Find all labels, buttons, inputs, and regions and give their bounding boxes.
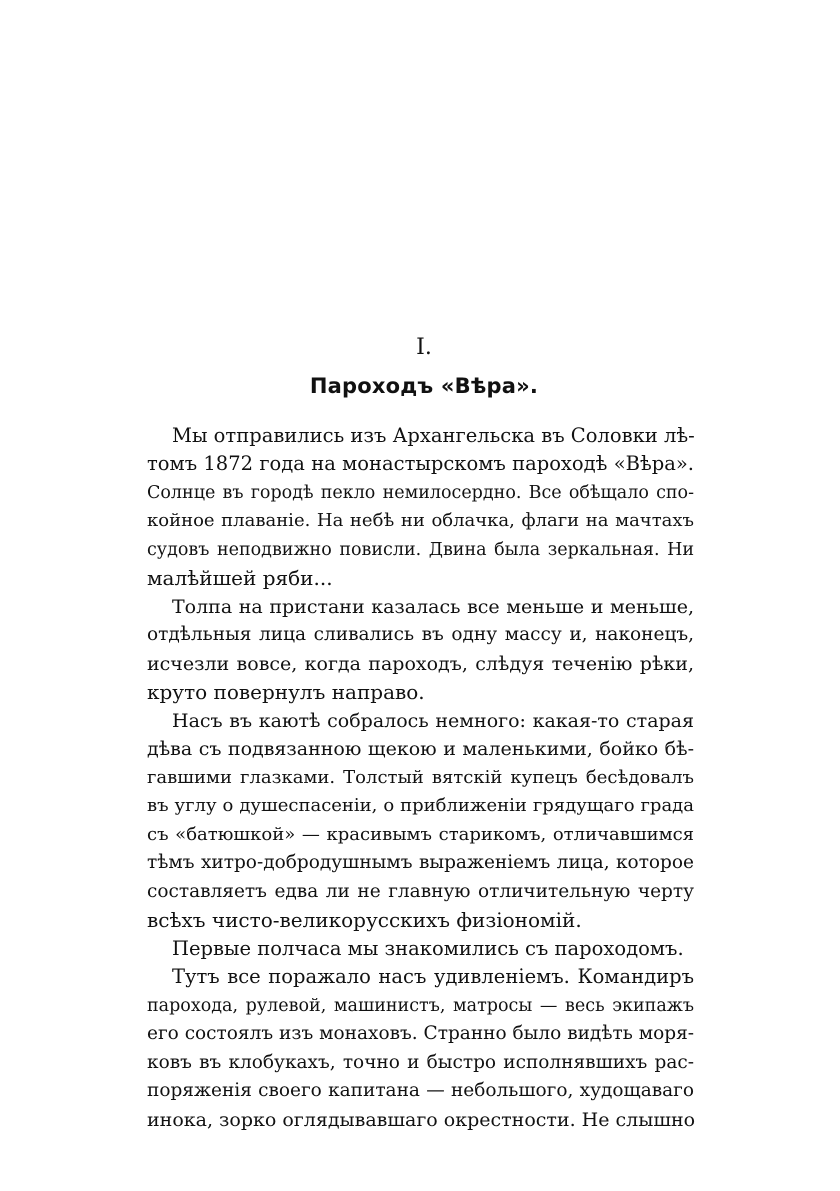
text-line: инока, зорко оглядывавшаго окрестности. Не слышно [147, 1109, 696, 1131]
text-line: всѣхъ чисто-великорусскихъ физіономій. [147, 908, 582, 932]
text-line: его состоялъ изъ монаховъ. Странно было видѣть моря- [147, 1023, 694, 1044]
chapter-number: I. [416, 335, 432, 360]
text-line: съ «батюшкой» — красивымъ старикомъ, отличавшимся [147, 824, 694, 845]
text-line: ковъ въ клобукахъ, точно и быстро исполнявшихъ рас- [147, 1052, 694, 1073]
text-line: круто повернулъ направо. [147, 680, 425, 704]
text-line: дѣва съ подвязанною щекою и маленькими, бойко бѣ- [147, 738, 694, 760]
text-line: отдѣльныя лица сливались въ одну массу и, наконецъ, [147, 624, 694, 645]
text-line: тѣмъ хитро-добродушнымъ выраженіемъ лица, которое [147, 852, 694, 873]
text-line: парохода, рулевой, машинистъ, матросы — весь экипажъ [147, 996, 694, 1016]
text-line: составляетъ едва ли не главную отличительную черту [147, 881, 694, 902]
text-line: Мы отправились изъ Архангельска въ Соловки лѣ- [172, 424, 695, 447]
text-line: поряженія своего капитана — небольшого, худощаваго [147, 1080, 694, 1101]
chapter-title: Пароходъ «Вѣра». [309, 374, 539, 398]
text-line: Тутъ все поражало насъ удивленіемъ. Командиръ [172, 965, 694, 988]
text-line: койное плаваніе. На небѣ ни облачка, флаги на мачтахъ [147, 510, 694, 531]
text-line: исчезли вовсе, когда пароходъ, слѣдуя теченію рѣки, [147, 653, 694, 675]
text-line: Солнце въ городѣ пекло немилосердно. Все обѣщало спо- [147, 483, 694, 503]
text-line: Насъ въ каютѣ собралось немного: какая-то старая [172, 710, 694, 732]
text-line: томъ 1872 года на монастырскомъ пароходѣ «Вѣра». [147, 452, 694, 475]
text-line: судовъ неподвижно повисли. Двина была зеркальная. Ни [147, 540, 694, 560]
text-line: гавшими глазками. Толстый вятскій купецъ бесѣдовалъ [147, 767, 694, 788]
text-line: Толпа на пристани казалась все меньше и меньше, [172, 596, 694, 618]
text-line: малѣйшей ряби... [147, 566, 333, 590]
text-line: въ углу о душеспасеніи, о приближеніи грядущаго града [147, 795, 694, 816]
text-line: Первые полчаса мы знакомились съ пароходомъ. [172, 937, 684, 960]
